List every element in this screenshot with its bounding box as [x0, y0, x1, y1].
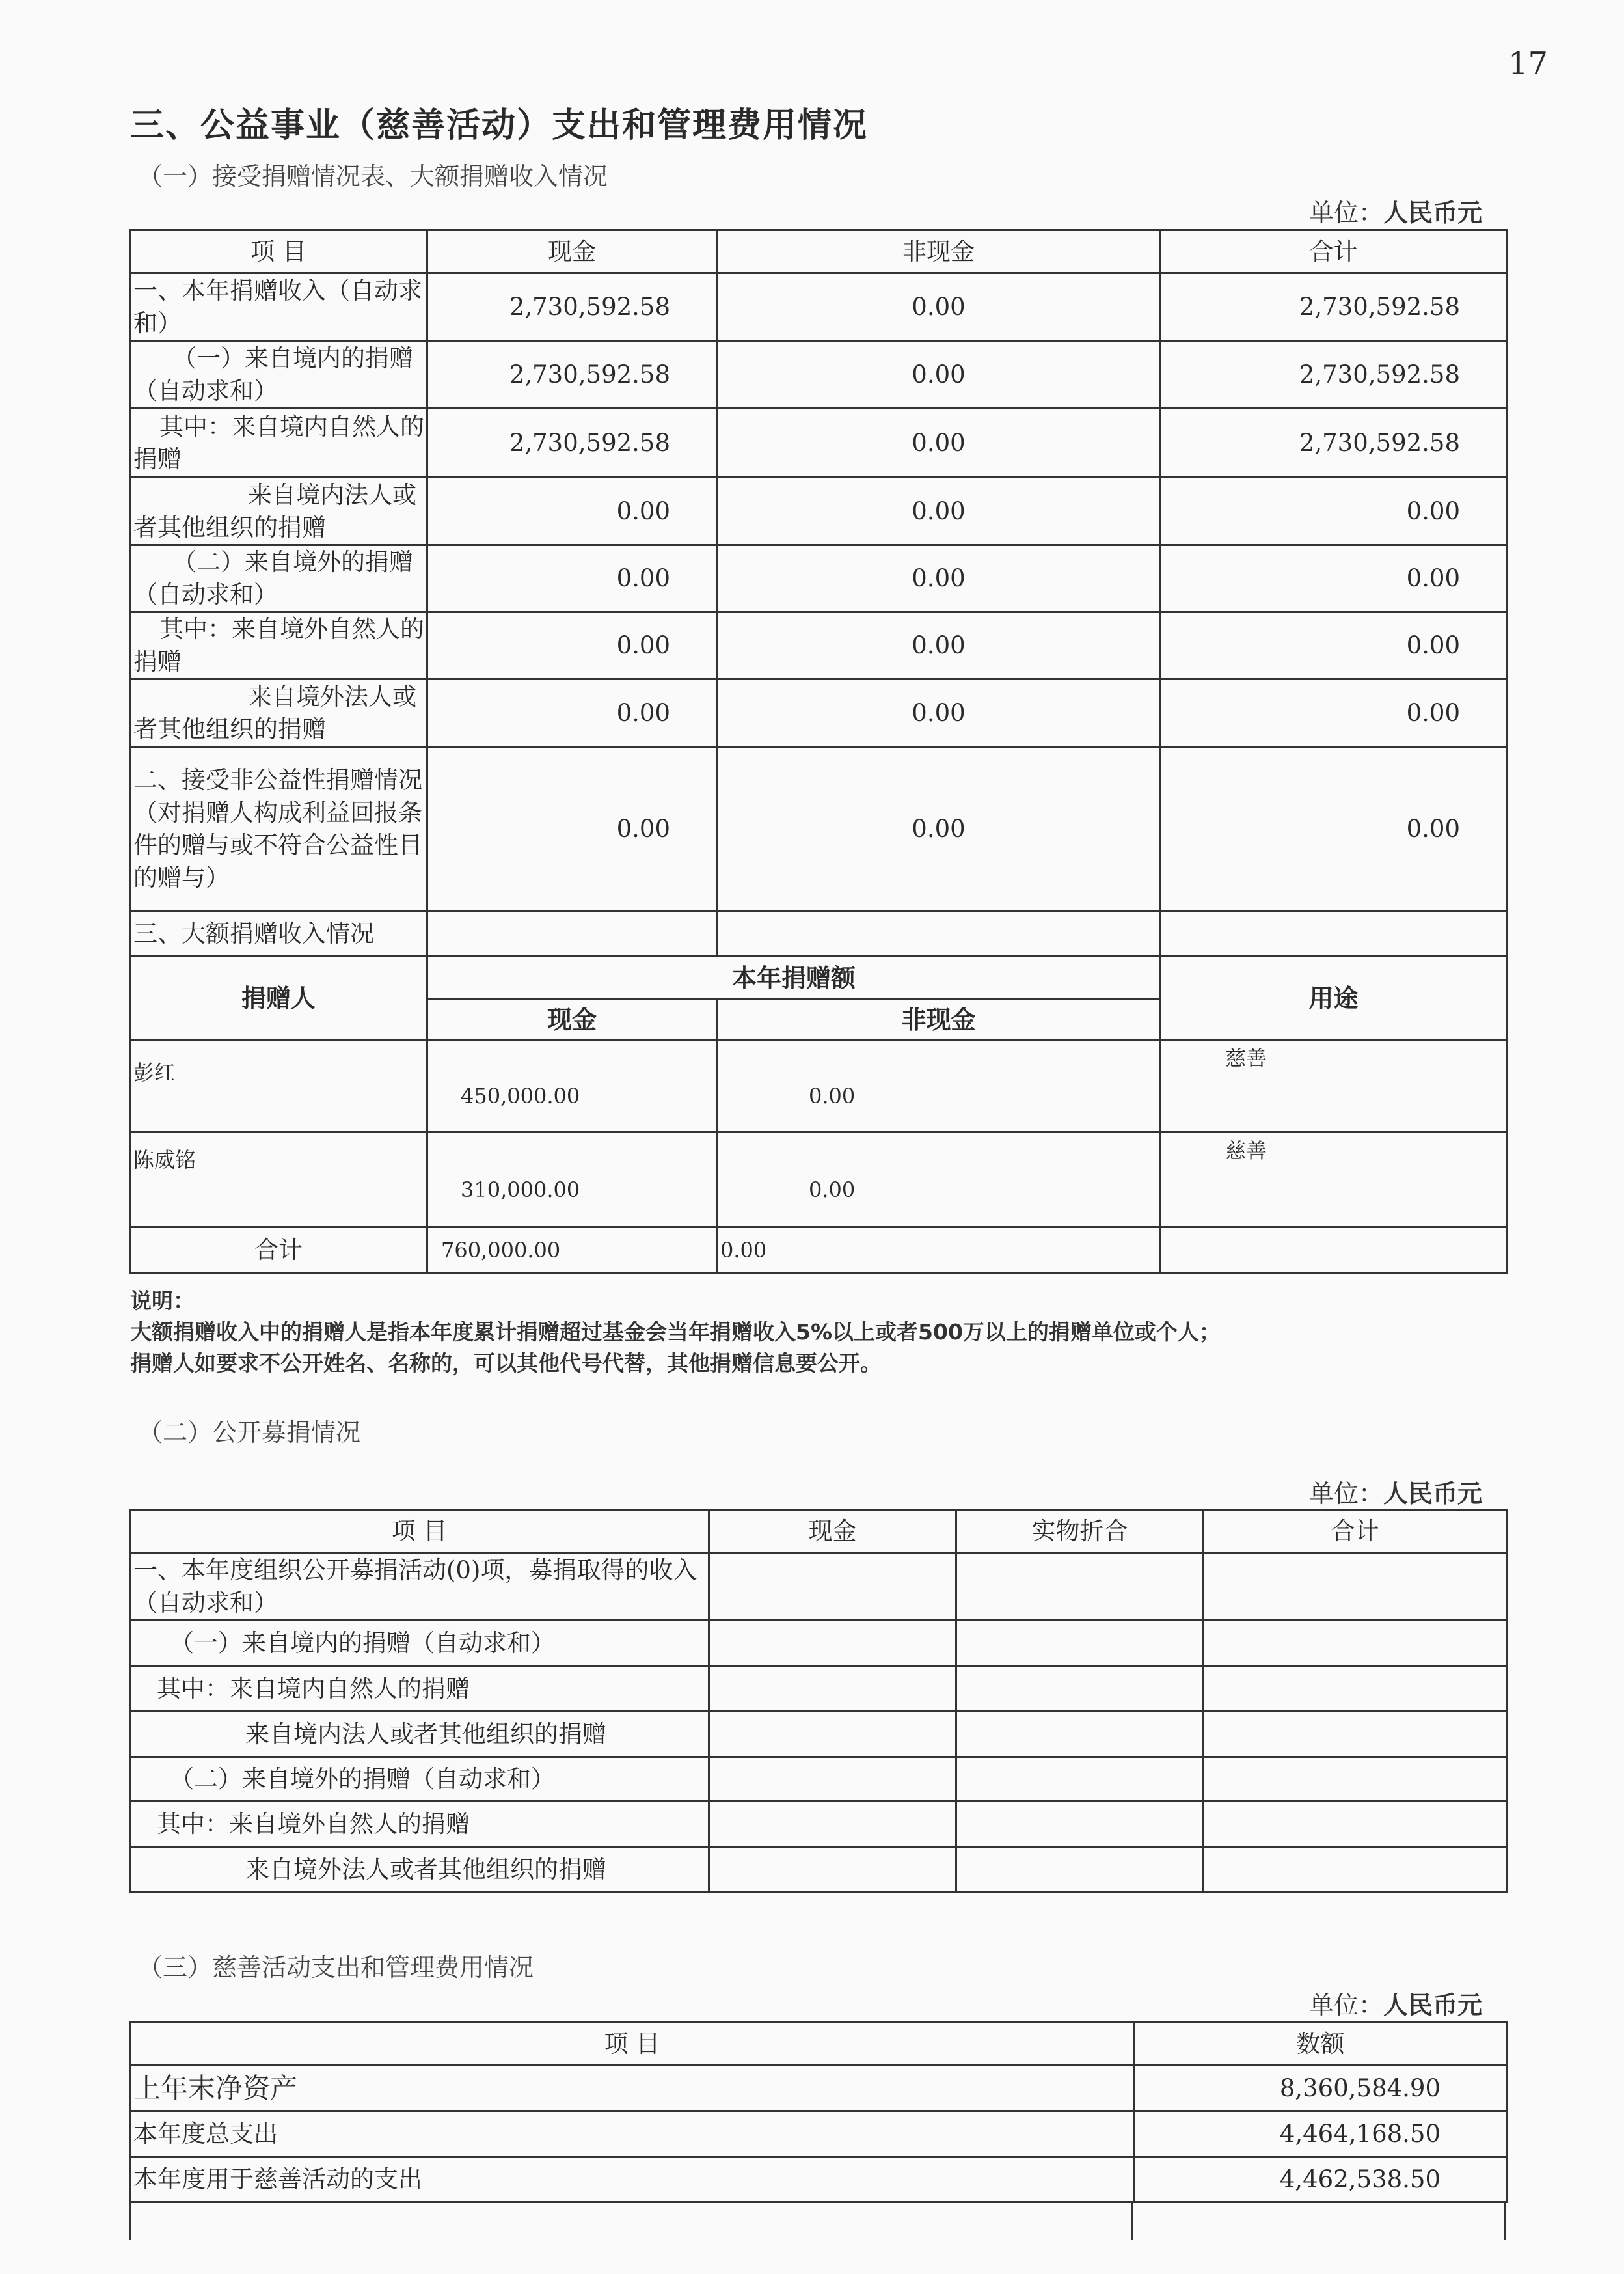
row-total: 0.00: [1161, 612, 1507, 679]
public-fundraising-header: [130, 1510, 1507, 1553]
page-number: 17: [1508, 46, 1549, 82]
table-row: [130, 1847, 1507, 1893]
table-row: [130, 341, 1507, 409]
row-cash: 2,730,592.58: [427, 341, 717, 409]
header-total: 合计: [1161, 230, 1507, 273]
section1-heading: （一）接受捐赠情况表、大额捐赠收入情况: [138, 162, 608, 191]
public-fundraising-table: [129, 1509, 1508, 1893]
header-cash: 现金: [709, 1510, 956, 1553]
table-row: [130, 478, 1507, 545]
row-item: 来自境内法人或者其他组织的捐赠: [130, 478, 427, 545]
row-amount: 4,464,168.50: [1135, 2111, 1507, 2157]
table-row: [130, 2157, 1507, 2202]
section3-unit: [1309, 1985, 1482, 2021]
row-cash: 0.00: [427, 679, 717, 747]
row-cash: [427, 911, 717, 957]
donor-cash: 450,000.00: [427, 1040, 717, 1132]
row-cash: 2,730,592.58: [427, 409, 717, 478]
row-item: 上年末净资产: [130, 2066, 1135, 2111]
row-item: （一）来自境内的捐赠（自动求和）: [130, 341, 427, 409]
unit-label: 单位：: [1309, 1991, 1384, 2020]
row-item: （二）来自境外的捐赠（自动求和）: [130, 1757, 709, 1801]
charity-expense-header: [130, 2023, 1507, 2066]
row-item: 二、接受非公益性捐赠情况（对捐赠人构成利益回报条件的赠与或不符合公益性目的赠与）: [130, 747, 427, 911]
row-item: 本年度用于慈善活动的支出: [130, 2157, 1135, 2202]
donor-noncash: 0.00: [717, 1132, 1161, 1227]
row-amount: 8,360,584.90: [1135, 2066, 1507, 2111]
table-row: [130, 612, 1507, 679]
unit-value: 人民币元: [1383, 199, 1483, 227]
charity-expense-table: [129, 2021, 1508, 2203]
row-total: 2,730,592.58: [1161, 409, 1507, 478]
row-item: 来自境内法人或者其他组织的捐赠: [130, 1712, 709, 1757]
row-noncash: 0.00: [717, 409, 1161, 478]
notes-line: 大额捐赠收入中的捐赠人是指本年度累计捐赠超过基金会当年捐赠收入5%以上或者500万以上的捐赠单位或个人；: [130, 1319, 1221, 1345]
row-cash: 2,730,592.58: [427, 273, 717, 341]
donor-purpose: 慈善: [1161, 1040, 1507, 1132]
page-title: 三、公益事业（慈善活动）支出和管理费用情况: [130, 106, 869, 145]
donor-cash: 310,000.00: [427, 1132, 717, 1227]
row-item: 来自境外法人或者其他组织的捐赠: [130, 679, 427, 747]
table-row: [130, 1712, 1507, 1757]
donor-purpose: 慈善: [1161, 1132, 1507, 1227]
row-cash: 0.00: [427, 478, 717, 545]
row-amount: 4,462,538.50: [1135, 2157, 1507, 2202]
header-amount: 本年捐赠额: [427, 957, 1161, 1000]
table-continuation-left: [129, 2201, 131, 2240]
header-item: 项 目: [130, 1510, 709, 1553]
row-noncash: 0.00: [717, 545, 1161, 612]
row-noncash: 0.00: [717, 273, 1161, 341]
row-total: [1161, 911, 1507, 957]
notes-line: 捐赠人如要求不公开姓名、名称的，可以其他代号代替，其他捐赠信息要公开。: [130, 1350, 882, 1376]
table-row: [130, 2111, 1507, 2157]
row-item: 其中：来自境外自然人的捐赠: [130, 1801, 709, 1847]
row-total: 0.00: [1161, 679, 1507, 747]
unit-value: 人民币元: [1383, 1991, 1483, 2020]
donation-table: [129, 229, 1508, 1274]
table-row: [130, 911, 1507, 957]
section2-unit: [1309, 1473, 1482, 1509]
notes-title: 说明：: [130, 1288, 195, 1313]
donation-table-header: [130, 230, 1507, 273]
notes: [130, 1285, 1529, 1379]
table-row: [130, 2066, 1507, 2111]
row-item: 三、大额捐赠收入情况: [130, 911, 427, 957]
table-row: [130, 1040, 1507, 1132]
header-total: 合计: [1204, 1510, 1507, 1553]
row-item: （二）来自境外的捐赠（自动求和）: [130, 545, 427, 612]
row-noncash: [717, 911, 1161, 957]
header-large-noncash: 非现金: [717, 1000, 1161, 1040]
table-row: [130, 1132, 1507, 1227]
unit-value: 人民币元: [1383, 1479, 1483, 1508]
row-total: 0.00: [1161, 478, 1507, 545]
header-large-cash: 现金: [427, 1000, 717, 1040]
row-item: 其中：来自境内自然人的捐赠: [130, 1666, 709, 1712]
donor-name: 陈威铭: [130, 1132, 427, 1227]
unit-label: 单位：: [1309, 199, 1384, 227]
header-donor: 捐赠人: [130, 957, 427, 1040]
header-goods: 实物折合: [956, 1510, 1204, 1553]
large-donation-header: [130, 957, 1507, 1000]
table-row: [130, 1757, 1507, 1801]
row-noncash: 0.00: [717, 341, 1161, 409]
section1-unit: [1309, 193, 1482, 228]
table-row: [130, 1666, 1507, 1712]
row-total: 0.00: [1161, 545, 1507, 612]
row-item: 其中：来自境内自然人的捐赠: [130, 409, 427, 478]
row-item: 一、本年捐赠收入（自动求和）: [130, 273, 427, 341]
header-item: 项 目: [130, 2023, 1135, 2066]
table-row: [130, 409, 1507, 478]
table-continuation-right: [1504, 2201, 1506, 2240]
header-purpose: 用途: [1161, 957, 1507, 1040]
row-item: （一）来自境内的捐赠（自动求和）: [130, 1621, 709, 1666]
section2-heading: （二）公开募捐情况: [138, 1418, 361, 1447]
table-row: [130, 1621, 1507, 1666]
row-noncash: 0.00: [717, 747, 1161, 911]
row-item: 来自境外法人或者其他组织的捐赠: [130, 1847, 709, 1893]
row-noncash: 0.00: [717, 612, 1161, 679]
header-noncash: 非现金: [717, 230, 1161, 273]
row-item: 本年度总支出: [130, 2111, 1135, 2157]
row-total: 2,730,592.58: [1161, 341, 1507, 409]
row-cash: 0.00: [427, 612, 717, 679]
table-row: [130, 273, 1507, 341]
unit-label: 单位：: [1309, 1479, 1384, 1508]
row-noncash: 0.00: [717, 679, 1161, 747]
total-purpose: [1161, 1227, 1507, 1273]
header-cash: 现金: [427, 230, 717, 273]
table-row: [130, 1553, 1507, 1621]
table-continuation-mid: [1131, 2201, 1133, 2240]
row-item: 一、本年度组织公开募捐活动(0)项，募捐取得的收入（自动求和）: [130, 1553, 709, 1621]
row-total: 2,730,592.58: [1161, 273, 1507, 341]
total-noncash: 0.00: [717, 1227, 1161, 1273]
table-row: [130, 747, 1507, 911]
header-amount: 数额: [1135, 2023, 1507, 2066]
row-cash: 0.00: [427, 545, 717, 612]
row-cash: 0.00: [427, 747, 717, 911]
total-label: 合计: [130, 1227, 427, 1273]
total-cash: 760,000.00: [427, 1227, 717, 1273]
row-noncash: 0.00: [717, 478, 1161, 545]
donor-noncash: 0.00: [717, 1040, 1161, 1132]
table-row: [130, 679, 1507, 747]
section3-heading: （三）慈善活动支出和管理费用情况: [138, 1953, 534, 1982]
table-row: [130, 1801, 1507, 1847]
header-item: 项 目: [130, 230, 427, 273]
donor-name: 彭红: [130, 1040, 427, 1132]
table-row: [130, 1227, 1507, 1273]
row-item: 其中：来自境外自然人的捐赠: [130, 612, 427, 679]
table-row: [130, 545, 1507, 612]
row-total: 0.00: [1161, 747, 1507, 911]
